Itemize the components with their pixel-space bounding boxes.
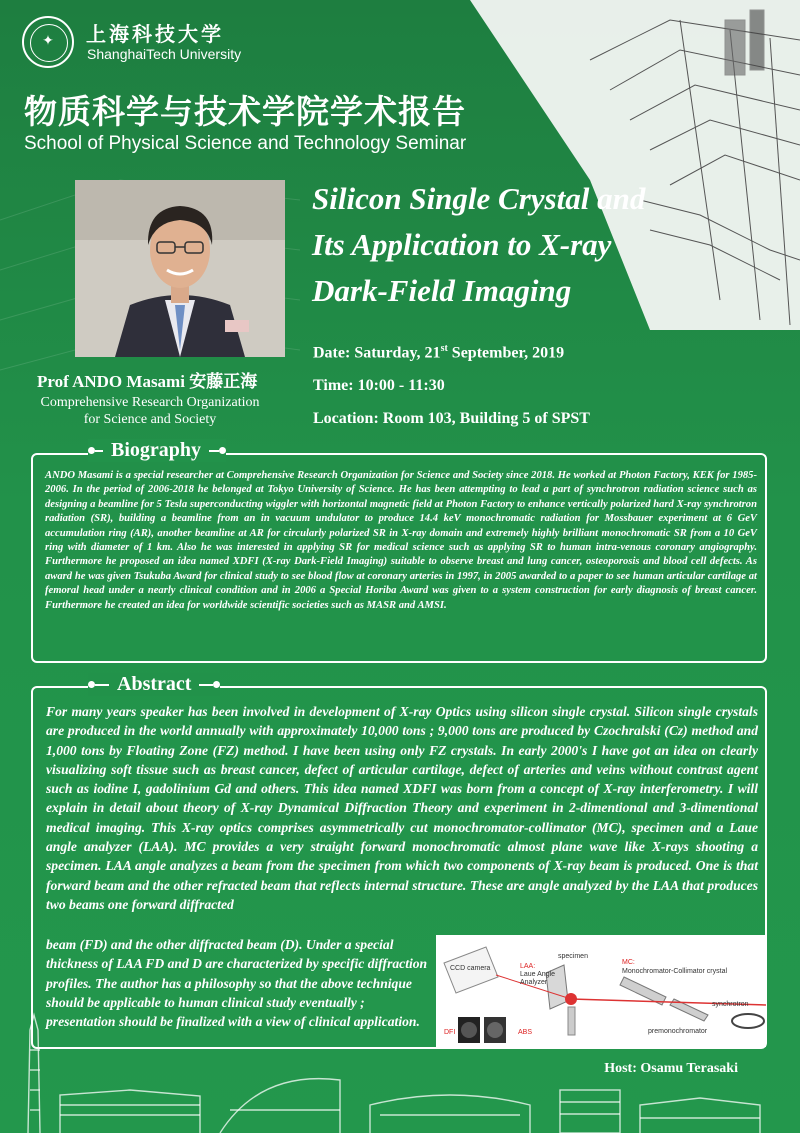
campus-skyline bbox=[0, 1010, 800, 1133]
label-mc-tag: MC: bbox=[622, 959, 635, 966]
abstract-text-tail: beam (FD) and the other diffracted beam (D). Under a special thickness of LAA FD and D are characterized by specific diffraction profiles. The author has a philosophy so that the above technique should be applicable to human clinical study eventually ; presentation should be finalized with a view of clinical application. bbox=[46, 937, 428, 1030]
abstract-text: For many years speaker has been involved in development of X-ray Optics using silicon single crystal. Silicon single crystals are produced in the world annually with approximately 10,000 tons ; 9,000 tons are produced by Czochralski (Cz) method and 1,000 tons by Floating Zone (FZ) method. I have been using only FZ crystals. In early 2000's I have got an idea on clearly visualizing soft tissue such as breast cancer, defect of articular cartilage, defect of arteries and veins without contrast agent such as iodine I, gadolinium Gd and others. This idea named XDFI was born from a concept of X-ray interferometry. I will explain in detail about theory of X-ray Dynamical Diffraction Theory and experiment in 2-dimentional and 3-dimentional medical imaging. This X-ray optics comprises asymmetrically cut monochromator-collimator (MC), specimen and a Laue angle analyzer (LAA). MC provides a very straight forward monochromatic almost plane wave like X-rays shooting a specimen. LAA angle analyzes a beam from the specimen from which two components of X-ray beam is produced. One is that forward beam and the other refracted beam that reflects internal structure. These are angle analyzed by the LAA that produces two beams one forward diffracted bbox=[46, 704, 758, 912]
biography-heading-label: Biography bbox=[111, 439, 202, 461]
host-name: Host: Osamu Terasaki bbox=[604, 1061, 738, 1076]
speaker-photo bbox=[75, 180, 285, 357]
seminar-title-cn: 物质科学与技术学院学术报告 bbox=[24, 92, 466, 131]
university-name-cn: 上海科技大学 bbox=[86, 22, 224, 46]
talk-date bbox=[313, 343, 564, 362]
biography-section bbox=[31, 453, 767, 663]
bullet-dot bbox=[88, 447, 95, 454]
speaker-org-line2: for Science and Society bbox=[83, 412, 217, 427]
date-label: Date: Saturday, 21 bbox=[313, 344, 441, 362]
heading-line bbox=[95, 684, 109, 686]
label-mc: Monochromator-Collimator crystal bbox=[622, 968, 728, 975]
label-abs: ABS bbox=[518, 1029, 533, 1036]
abstract-heading bbox=[88, 673, 220, 696]
bullet-dot bbox=[219, 447, 226, 454]
university-name-en: ShanghaiTech University bbox=[87, 46, 242, 62]
label-specimen: specimen bbox=[558, 953, 588, 960]
talk-title-line2: Its Application to X-ray bbox=[312, 227, 612, 262]
university-logo: ✦ bbox=[22, 16, 74, 68]
speaker-organization bbox=[30, 394, 270, 428]
abstract-heading-label: Abstract bbox=[117, 673, 192, 695]
label-ccd-camera: CCD camera bbox=[450, 965, 491, 972]
heading-line bbox=[95, 450, 103, 452]
talk-title bbox=[312, 176, 782, 314]
speaker-org-line1: Comprehensive Research Organization bbox=[40, 395, 260, 410]
speaker-name: Prof ANDO Masami 安藤正海 bbox=[37, 372, 258, 391]
bullet-dot bbox=[88, 681, 95, 688]
label-premonochromator: premonochromator bbox=[648, 1028, 708, 1035]
biography-text: ANDO Masami is a special researcher at Comprehensive Research Organization for Science and Society since 2018. He worked at Photon Factory, KEK for 1985-2006. In the period of 2006-2018 he belonged at Tokyo University of Science. He has been attempting to lead a part of synchrotron radiation science such as designing a beamline for 5 Tesla superconducting wiggler with horizontal magnetic field at Photon Factory to enhance vertically polarized hard X-ray synchrotron radiation (SR), building a beamline from an in vacuum undulator to produce 14.4 keV monochromatic radiation for Mossbauer experiment at 6 GeV accumulation ring (AR), another beamline at AR for circularly polarized SR in X-ray domain and extremely highly brilliant monochromatic SR from a 10 GeV ring with diameter of 1 km. Also he was interested in applying SR for medical science such as applying SR to human intra-venous coronary angiography. Furthermore he proposed an idea named XDFI (X-ray Dark-Field Imaging) suitable to observe breast and lung cancer, osteoporosis and blood cell defects. As award he was given Tsukuba Award for clinical study to see blood flow at coronary arteries in 1997, in 2005 awarded to a paper to see human articular cartilage at femoral head under a nearly clinical condition and in 2006 a Special Horiba Award was given to a system construction for early diagnosis of breast cancer. Furthermore he created an idea for worldwide scientific societies such as MASR and AMSI. bbox=[45, 470, 757, 611]
label-laa-line2: Analyzer bbox=[520, 979, 548, 986]
label-laa-tag: LAA: bbox=[520, 963, 536, 970]
biography-heading bbox=[88, 439, 226, 462]
talk-title-line1: Silicon Single Crystal and bbox=[312, 181, 646, 216]
talk-location: Location: Room 103, Building 5 of SPST bbox=[313, 410, 590, 427]
date-suffix: st bbox=[440, 343, 448, 354]
date-rest: September, 2019 bbox=[447, 344, 565, 362]
bullet-dot bbox=[213, 681, 220, 688]
heading-line bbox=[209, 450, 219, 452]
seminar-title-en: School of Physical Science and Technology Seminar bbox=[24, 133, 467, 154]
label-synchrotron: synchrotron bbox=[712, 1001, 749, 1008]
talk-title-line3: Dark-Field Imaging bbox=[312, 273, 572, 308]
talk-time: Time: 10:00 - 11:30 bbox=[313, 377, 445, 394]
label-laa-line1: Laue Angle bbox=[520, 971, 556, 978]
label-dfi: DFI bbox=[444, 1029, 456, 1036]
heading-line bbox=[199, 684, 213, 686]
